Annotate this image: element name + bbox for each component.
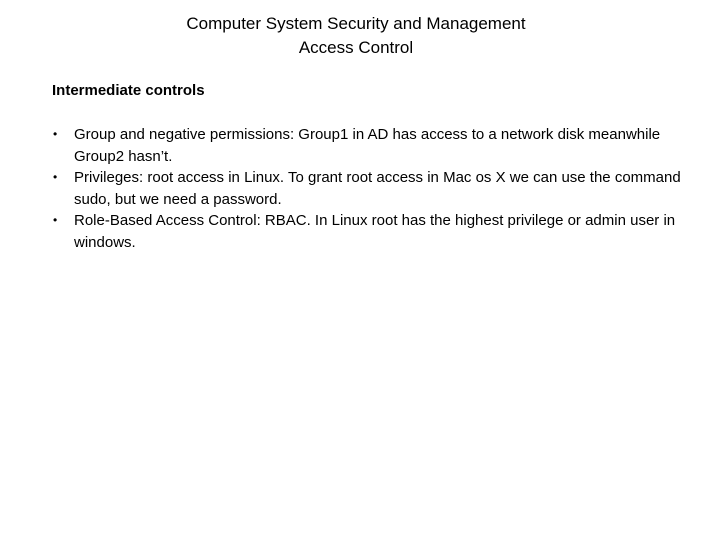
bullet-list — [52, 124, 682, 253]
slide-title — [0, 12, 712, 60]
bullet-text: Role-Based Access Control: RBAC. In Linux root has the highest privilege or admin user in windows. — [74, 212, 676, 251]
bullet-item — [52, 210, 682, 253]
bullet-item — [52, 124, 682, 167]
section-heading: Intermediate controls — [52, 82, 205, 99]
slide-title-line-2: Access Control — [298, 38, 414, 57]
bullet-marker-icon: • — [53, 127, 58, 141]
bullet-marker-icon: • — [53, 213, 58, 227]
bullet-marker-icon: • — [53, 170, 58, 184]
bullet-text: Group and negative permissions: Group1 in AD has access to a network disk meanwhile Group2 hasn’t. — [74, 126, 661, 165]
bullet-text: Privileges: root access in Linux. To grant root access in Mac os X we can use the command sudo, but we need a password. — [74, 169, 681, 208]
bullet-item — [52, 167, 682, 210]
slide-title-line-1: Computer System Security and Management — [186, 14, 526, 33]
